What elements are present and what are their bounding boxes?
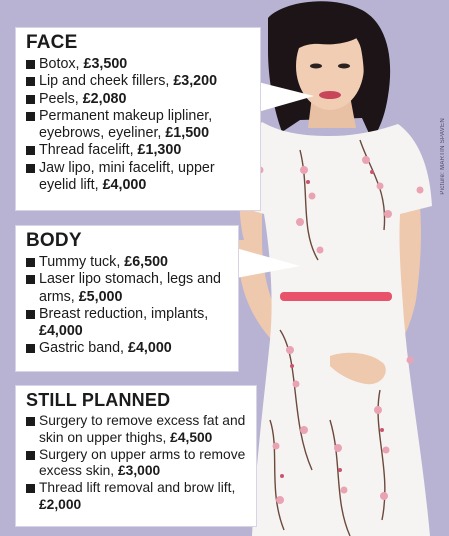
list-item: Jaw lipo, mini facelift, upper eyelid lift, £4,000 <box>26 160 252 195</box>
list-item: Laser lipo stomach, legs and arms, £5,000 <box>26 271 230 306</box>
face-panel <box>16 28 260 210</box>
list-item: Surgery on upper arms to remove excess skin, £3,000 <box>26 447 248 481</box>
photo-credit: Picture: MARTIN SPAVEN <box>440 118 446 195</box>
face-title: FACE <box>26 32 78 53</box>
body-title: BODY <box>26 230 82 251</box>
still-planned-list <box>26 413 248 514</box>
list-item: Breast reduction, implants, £4,000 <box>26 306 230 341</box>
list-item: Botox, £3,500 <box>26 56 252 73</box>
list-item: Surgery to remove excess fat and skin on upper thighs, £4,500 <box>26 413 248 447</box>
list-item: Thread facelift, £1,300 <box>26 142 252 159</box>
list-item: Permanent makeup lipliner, eyebrows, eyeliner, £1,500 <box>26 108 252 143</box>
list-item: Gastric band, £4,000 <box>26 340 230 357</box>
body-panel <box>16 226 238 371</box>
list-item: Tummy tuck, £6,500 <box>26 254 230 271</box>
list-item: Thread lift removal and brow lift, £2,000 <box>26 480 248 514</box>
face-list <box>26 56 252 194</box>
list-item: Lip and cheek fillers, £3,200 <box>26 73 252 90</box>
list-item: Peels, £2,080 <box>26 91 252 108</box>
body-list <box>26 254 230 358</box>
face-pointer <box>258 78 318 118</box>
still-planned-panel <box>16 386 256 526</box>
body-pointer <box>236 244 306 284</box>
still-planned-title: STILL PLANNED <box>26 390 171 410</box>
